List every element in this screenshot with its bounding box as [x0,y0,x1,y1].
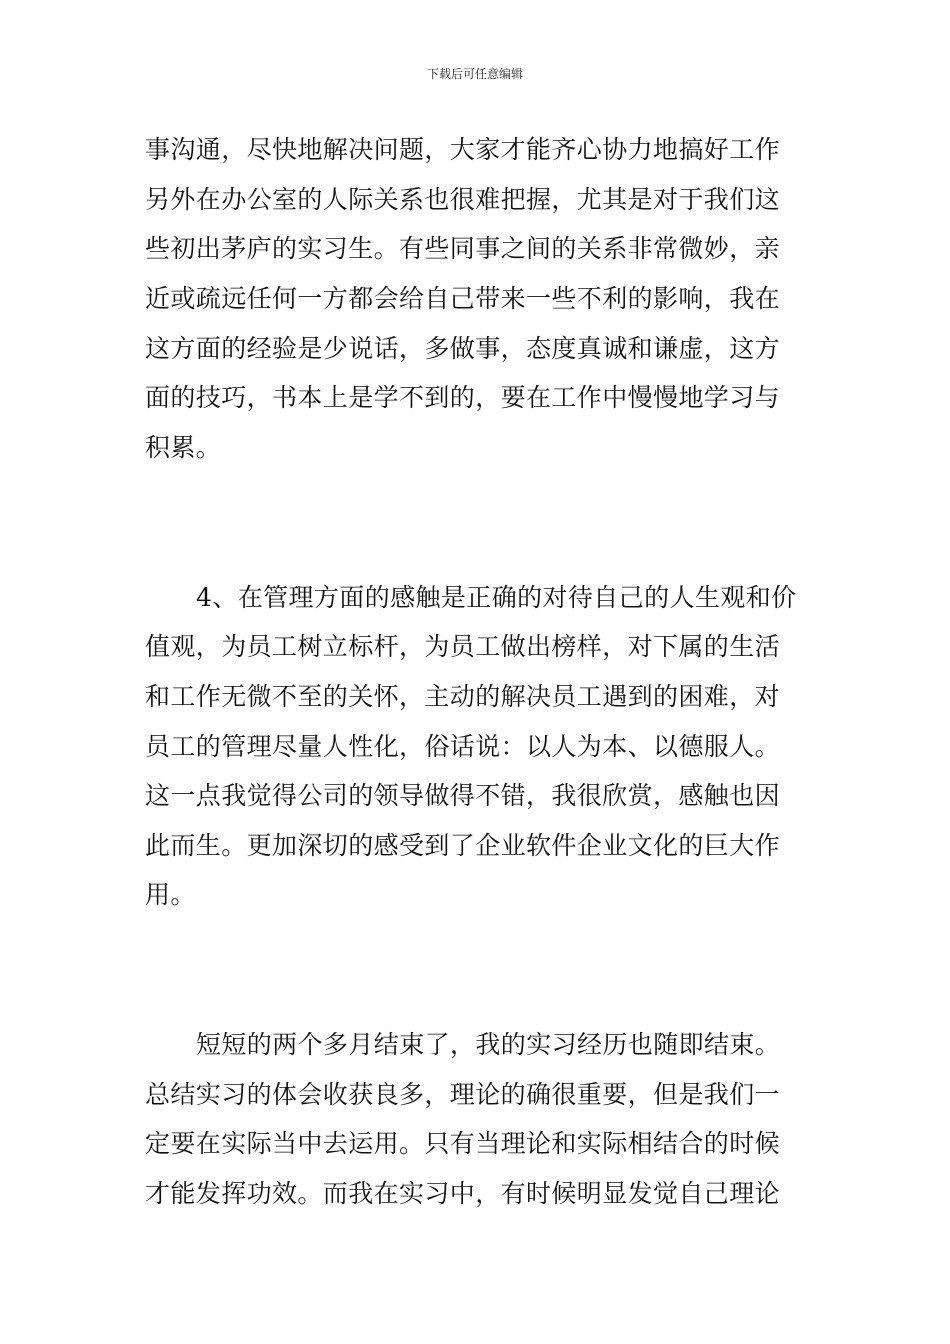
paragraph-1-line-6: 面的技巧，书本上是学不到的，要在工作中慢慢地学习与 [145,383,781,412]
paragraph-2-line-5: 这一点我觉得公司的领导做得不错，我很欣赏，感触也因 [145,781,781,810]
paragraph-2-line-7: 用。 [145,880,196,909]
paragraph-1-line-3: 些初出茅庐的实习生。有些同事之间的关系非常微妙，亲 [145,234,781,263]
paragraph-2-line-3: 和工作无微不至的关怀，主动的解决员工遇到的困难，对 [145,682,781,711]
paragraph-3-line-3: 定要在实际当中去运用。只有当理论和实际相结合的时候 [145,1129,781,1158]
paragraph-2-line-4: 员工的管理尽量人性化，俗话说：以人为本、以德服人。 [145,732,781,761]
paragraph-1-line-5: 这方面的经验是少说话，多做事，态度真诚和谦虚，这方 [145,334,781,363]
paragraph-2-line-1: 4、在管理方面的感触是正确的对待自己的人生观和价 [196,583,797,612]
paragraph-2-line-2: 值观，为员工树立标杆，为员工做出榜样，对下属的生活 [145,632,781,661]
paragraph-1-line-4: 近或疏远任何一方都会给自己带来一些不利的影响，我在 [145,284,781,313]
paragraph-3-line-4: 才能发挥功效。而我在实习中，有时候明显发觉自己理论 [145,1179,781,1208]
paragraph-3-line-2: 总结实习的体会收获良多，理论的确很重要，但是我们一 [145,1080,781,1109]
paragraph-2-line-6: 此而生。更加深切的感受到了企业软件企业文化的巨大作 [145,831,781,860]
paragraph-3-line-1: 短短的两个多月结束了，我的实习经历也随即结束。 [196,1030,781,1059]
paragraph-1-line-1: 事沟通，尽快地解决问题，大家才能齐心协力地搞好工作 [145,135,781,164]
paragraph-1-line-7: 积累。 [145,433,222,462]
paragraph-1-line-2: 另外在办公室的人际关系也很难把握，尤其是对于我们这 [145,185,781,214]
page-header: 下载后可任意编辑 [426,67,523,81]
